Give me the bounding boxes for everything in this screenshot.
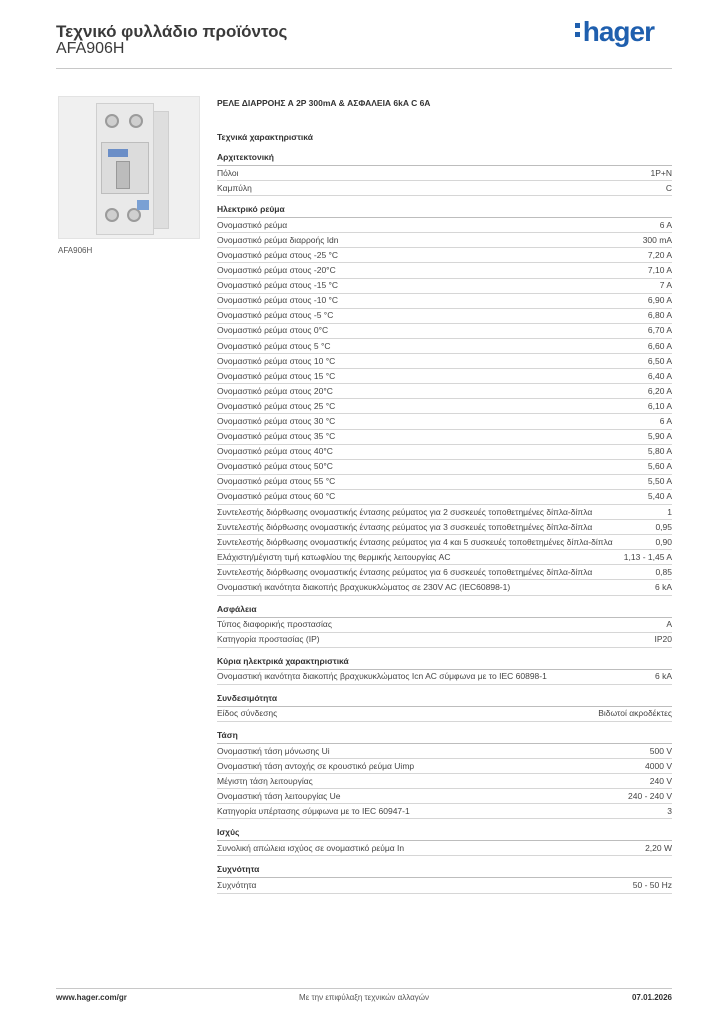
spec-value: 3 — [667, 805, 672, 816]
spec-label: Ονομαστικό ρεύμα στους 0°C — [217, 325, 329, 336]
spec-value: 1,13 - 1,45 A — [623, 551, 672, 562]
spec-row — [217, 789, 672, 804]
spec-section — [217, 863, 672, 893]
specs-heading: Τεχνικά χαρακτηριστικά — [217, 132, 313, 142]
spec-section — [217, 729, 672, 819]
spec-label: Ονομαστικό ρεύμα στους 60 °C — [217, 491, 336, 502]
spec-label: Ονομαστική τάση μόνωσης Ui — [217, 745, 330, 756]
image-caption: AFA906H — [58, 246, 93, 255]
spec-label: Συντελεστής διόρθωσης ονομαστικής έντασης ρεύματος για 4 και 5 συσκευές τοποθετημένες δίπλα-δίπλα — [217, 536, 613, 547]
section-title: Ασφάλεια — [217, 603, 672, 618]
spec-label: Ονομαστικό ρεύμα στους -20°C — [217, 265, 336, 276]
spec-value: 300 mA — [642, 234, 672, 245]
disclaimer-text: Με την επιφύλαξη τεχνικών αλλαγών — [299, 993, 429, 1002]
spec-label: Ονομαστικό ρεύμα στους 25 °C — [217, 400, 336, 411]
spec-value: 5,60 A — [647, 461, 672, 472]
spec-value: 7,10 A — [647, 265, 672, 276]
spec-label: Ονομαστικό ρεύμα στους 15 °C — [217, 370, 336, 381]
spec-row — [217, 878, 672, 893]
product-code: AFA906H — [56, 40, 125, 57]
hager-logo — [575, 18, 654, 46]
spec-row — [217, 744, 672, 759]
spec-value: 50 - 50 Hz — [632, 880, 672, 891]
spec-label: Ονομαστική τάση λειτουργίας Ue — [217, 790, 341, 801]
spec-label: Ονομαστικό ρεύμα στους 50°C — [217, 461, 333, 472]
spec-row — [217, 841, 672, 856]
spec-label: Μέγιστη τάση λειτουργίας — [217, 775, 313, 786]
spec-row — [217, 309, 672, 324]
spec-row — [217, 670, 672, 685]
spec-content — [217, 96, 672, 894]
screw-icon — [105, 114, 119, 128]
spec-row — [217, 339, 672, 354]
spec-row — [217, 618, 672, 633]
spec-row — [217, 248, 672, 263]
logo-dots-icon — [575, 21, 581, 39]
spec-row — [217, 430, 672, 445]
document-footer — [56, 993, 672, 1005]
spec-value: 5,50 A — [647, 476, 672, 487]
document-date: 07.01.2026 — [631, 993, 672, 1002]
spec-row — [217, 399, 672, 414]
spec-label: Ονομαστική τάση αντοχής σε κρουστικό ρεύμα Uimp — [217, 760, 415, 771]
screw-icon — [105, 208, 119, 222]
spec-label: Συνολική απώλεια ισχύος σε ονομαστικό ρεύμα In — [217, 842, 405, 853]
spec-row — [217, 181, 672, 196]
spec-sections — [217, 151, 672, 894]
spec-label: Ονομαστικό ρεύμα στους 10 °C — [217, 355, 336, 366]
spec-label: Ονομαστικό ρεύμα — [217, 219, 288, 230]
spec-label: Συχνότητα — [217, 880, 257, 891]
spec-row — [217, 774, 672, 789]
spec-value: 7 A — [659, 280, 672, 291]
spec-label: Τύπος διαφορικής προστασίας — [217, 619, 332, 630]
spec-value: 6 A — [659, 416, 672, 426]
spec-row — [217, 505, 672, 520]
spec-row — [217, 445, 672, 460]
spec-label: Ονομαστικό ρεύμα διαρροής Idn — [217, 234, 339, 245]
spec-row — [217, 535, 672, 550]
section-title: Αρχιτεκτονική — [217, 151, 672, 166]
header-divider — [56, 68, 672, 69]
spec-label: Ονομαστικό ρεύμα στους -5 °C — [217, 310, 334, 321]
test-button-icon — [137, 200, 149, 210]
footer-divider — [56, 988, 672, 989]
spec-value: 6,20 A — [647, 385, 672, 396]
spec-label: Ονομαστικό ρεύμα στους -15 °C — [217, 280, 339, 291]
spec-row — [217, 354, 672, 369]
spec-section — [217, 203, 672, 595]
screw-icon — [129, 114, 143, 128]
spec-value: 1P+N — [650, 167, 672, 178]
spec-row — [217, 324, 672, 339]
spec-row — [217, 460, 672, 475]
screw-icon — [127, 208, 141, 222]
label-tag — [108, 149, 128, 157]
spec-label: Ονομαστικό ρεύμα στους 30 °C — [217, 416, 336, 426]
spec-row — [217, 707, 672, 722]
spec-value: 1 — [667, 506, 672, 517]
spec-label: Ονομαστικό ρεύμα στους 55 °C — [217, 476, 336, 487]
section-title: Κύρια ηλεκτρικά χαρακτηριστικά — [217, 655, 672, 670]
spec-label: Ονομαστικό ρεύμα στους -10 °C — [217, 295, 339, 306]
spec-value: 6 kA — [654, 582, 672, 593]
spec-label: Κατηγορία προστασίας (IP) — [217, 634, 320, 645]
spec-value: 6 kA — [654, 671, 672, 682]
spec-label: Ονομαστικό ρεύμα στους 5 °C — [217, 340, 331, 351]
section-title: Συχνότητα — [217, 863, 672, 878]
spec-section — [217, 655, 672, 685]
spec-label: Ελάχιστη/μέγιστη τιμή κατωφλίου της θερμικής λειτουργίας AC — [217, 551, 451, 562]
spec-value: 6,50 A — [647, 355, 672, 366]
spec-value: 6,90 A — [647, 295, 672, 306]
spec-value: 6,70 A — [647, 325, 672, 336]
spec-row — [217, 263, 672, 278]
spec-row — [217, 218, 672, 233]
section-title: Ισχύς — [217, 826, 672, 841]
spec-value: IP20 — [654, 634, 672, 645]
spec-row — [217, 294, 672, 309]
product-image — [58, 96, 200, 239]
spec-row — [217, 804, 672, 819]
logo-text: hager — [582, 16, 654, 47]
spec-label: Είδος σύνδεσης — [217, 708, 278, 719]
spec-label: Ονομαστικό ρεύμα στους -25 °C — [217, 249, 339, 260]
spec-section — [217, 826, 672, 856]
spec-label: Συντελεστής διόρθωσης ονομαστικής έντασης ρεύματος για 3 συσκευές τοποθετημένες δίπλα-δίπλα — [217, 521, 593, 532]
spec-row — [217, 475, 672, 490]
spec-label: Συντελεστής διόρθωσης ονομαστικής έντασης ρεύματος για 2 συσκευές τοποθετημένες δίπλα-δίπλα — [217, 506, 593, 517]
spec-value: 5,90 A — [647, 431, 672, 442]
spec-row — [217, 633, 672, 648]
spec-label: Πόλοι — [217, 167, 239, 178]
spec-value: 7,20 A — [647, 249, 672, 260]
breaker-side — [153, 111, 169, 229]
spec-row — [217, 490, 672, 505]
spec-row — [217, 550, 672, 565]
section-title: Συνδεσιμότητα — [217, 692, 672, 707]
spec-row — [217, 369, 672, 384]
spec-row — [217, 414, 672, 429]
spec-value: Βιδωτοί ακροδέκτες — [598, 708, 672, 719]
section-title: Ηλεκτρικό ρεύμα — [217, 203, 672, 218]
spec-value: 6,80 A — [647, 310, 672, 321]
spec-value: 4000 V — [645, 760, 672, 771]
spec-label: Συντελεστής διόρθωσης ονομαστικής έντασης ρεύματος για 6 συσκευές τοποθετημένες δίπλα-δίπλα — [217, 566, 593, 577]
spec-section — [217, 151, 672, 196]
breaker-illustration — [96, 103, 154, 235]
spec-value: C — [665, 182, 672, 193]
spec-row — [217, 384, 672, 399]
spec-label: Καμπύλη — [217, 182, 252, 193]
spec-value: 5,80 A — [647, 446, 672, 457]
spec-value: 6,40 A — [647, 370, 672, 381]
spec-value: A — [666, 619, 672, 630]
spec-row — [217, 520, 672, 535]
spec-row — [217, 580, 672, 595]
document-header — [56, 18, 672, 70]
spec-value: 6,10 A — [647, 400, 672, 411]
spec-label: Ονομαστική ικανότητα διακοπής βραχυκυκλώματος σε 230V AC (IEC60898-1) — [217, 582, 511, 593]
spec-value: 0,85 — [655, 566, 672, 577]
spec-value: 6,60 A — [647, 340, 672, 351]
section-title: Τάση — [217, 729, 672, 744]
spec-value: 0,90 — [655, 536, 672, 547]
spec-value: 240 V — [649, 775, 672, 786]
spec-label: Ονομαστικό ρεύμα στους 40°C — [217, 446, 333, 457]
spec-value: 500 V — [649, 745, 672, 756]
website-link[interactable]: www.hager.com/gr — [56, 993, 127, 1002]
spec-value: 2,20 W — [645, 842, 672, 853]
breaker-terminals — [101, 108, 149, 134]
spec-label: Ονομαστικό ρεύμα στους 35 °C — [217, 431, 336, 442]
spec-section — [217, 692, 672, 722]
product-description: ΡΕΛΕ ΔΙΑΡΡΟΗΣ Α 2P 300mA & ΑΣΦΑΛΕΙΑ 6kA C 6A — [217, 98, 431, 108]
spec-value: 240 - 240 V — [628, 790, 672, 801]
spec-row — [217, 759, 672, 774]
spec-section — [217, 603, 672, 648]
spec-value: 6 A — [659, 219, 672, 230]
spec-row — [217, 279, 672, 294]
spec-row — [217, 233, 672, 248]
spec-row — [217, 565, 672, 580]
spec-label: Ονομαστική ικανότητα διακοπής βραχυκυκλώματος Icn AC σύμφωνα με το IEC 60898-1 — [217, 671, 547, 682]
spec-row — [217, 166, 672, 181]
spec-value: 5,40 A — [647, 491, 672, 502]
spec-value: 0,95 — [655, 521, 672, 532]
toggle-lever — [116, 161, 130, 189]
spec-label: Ονομαστικό ρεύμα στους 20°C — [217, 385, 333, 396]
spec-label: Κατηγορία υπέρτασης σύμφωνα με το IEC 60947-1 — [217, 805, 410, 816]
breaker-front-panel — [101, 142, 149, 194]
document-title: Τεχνικό φυλλάδιο προϊόντος — [56, 22, 288, 41]
